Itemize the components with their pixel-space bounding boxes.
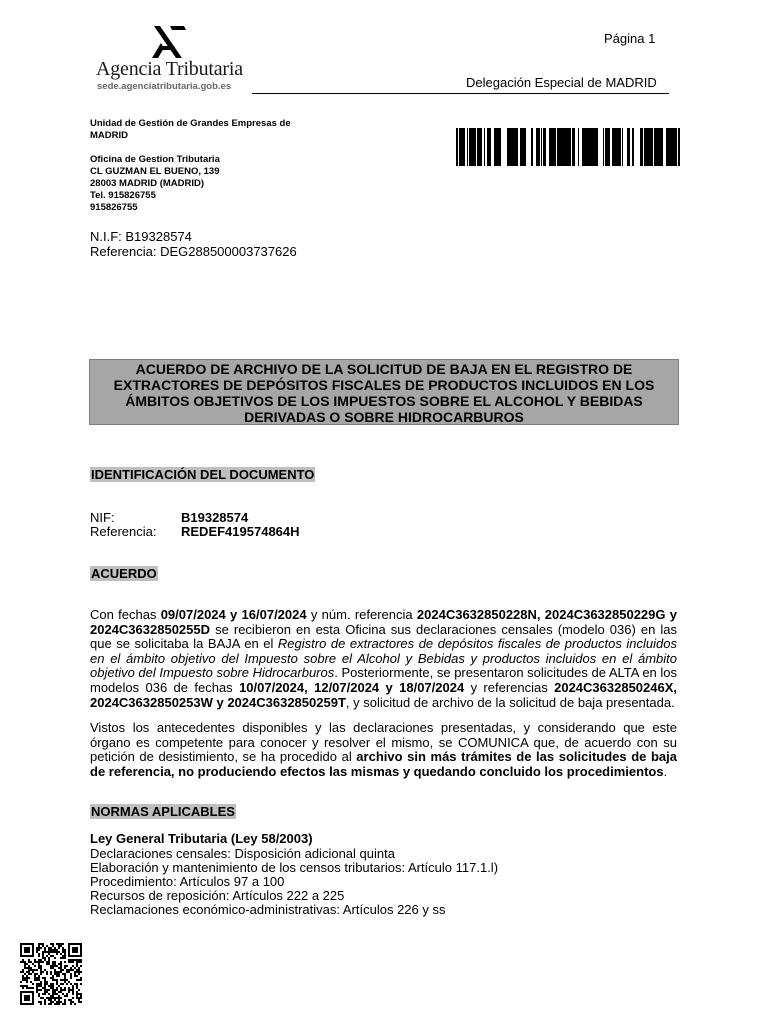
document-title-box <box>89 359 679 425</box>
qr-code-icon <box>20 943 82 1005</box>
top-nif: N.I.F: B19328574 <box>90 229 192 244</box>
identificacion-heading: IDENTIFICACIÓN DEL DOCUMENTO <box>91 467 315 482</box>
p2-decision: archivo sin más trámites de las solicitudes de baja de referencia, no produciendo efectos las mismas y quedando concluido los procedimientos <box>90 749 677 779</box>
logo-url: sede.agenciatributaria.gob.es <box>97 81 232 92</box>
nif-value: B19328574 <box>181 510 249 525</box>
p1-text: y núm. referencia <box>306 607 417 622</box>
norma-item: Reclamaciones económico-administrativas: Artículos 226 y ss <box>90 902 446 917</box>
delegacion-label: Delegación Especial de MADRID <box>466 75 657 90</box>
p1-text: , y solicitud de archivo de la solicitud de baja presentada. <box>345 694 675 710</box>
p2-text: Vistos los antecedentes disponibles y las declaraciones presentadas, y considerando que este órgano es competente para conocer y resolver el mismo, se COMUNICA que, de acuerdo con su petición de desistimiento, se ha procedido al <box>90 720 677 765</box>
unit-block <box>90 118 291 142</box>
title-line: ÁMBITOS OBJETIVOS DE LOS IMPUESTOS SOBRE EL ALCOHOL Y BEBIDAS <box>125 393 643 409</box>
office-block <box>90 154 220 214</box>
norma-item: Procedimiento: Artículos 97 a 100 <box>90 874 285 889</box>
p1-text: Con fechas <box>90 607 161 622</box>
referencia-label: Referencia: <box>90 524 157 539</box>
p1-alta-references: 2024C3632850246X, 2024C3632850253W y 2024C3632850259T <box>90 679 677 710</box>
header-divider <box>252 93 669 94</box>
norma-item: Declaraciones censales: Disposición adicional quinta <box>90 846 395 861</box>
barcode-icon <box>455 128 683 166</box>
document-title <box>96 361 672 425</box>
law-title: Ley General Tributaria (Ley 58/2003) <box>90 831 313 846</box>
title-line: DERIVADAS O SOBRE HIDROCARBUROS <box>244 409 524 425</box>
norma-item: Recursos de reposición: Artículos 222 a 225 <box>90 888 345 903</box>
page-number: Página 1 <box>604 31 656 46</box>
title-line: ACUERDO DE ARCHIVO DE LA SOLICITUD DE BAJA EN EL REGISTRO DE <box>135 361 633 377</box>
office-address2: 28003 MADRID (MADRID) <box>90 178 205 189</box>
office-phone: Tel. 915826755 <box>90 190 156 201</box>
acuerdo-paragraph-1 <box>90 608 677 710</box>
p1-registry-name: Registro de extractores de depósitos fiscales de productos incluidos en el ámbito objetivo del Impuesto sobre el Alcohol y Bebidas y productos incluidos en el ámbito objetivo del Impuesto sobre Hidrocarburos <box>90 636 677 681</box>
norma-item: Elaboración y mantenimiento de los censos tributarios: Artículo 117.1.l) <box>90 860 499 875</box>
p1-references: 2024C3632850228N, 2024C3632850229G y 2024C3632850255D <box>90 607 678 637</box>
normas-heading: NORMAS APLICABLES <box>91 804 235 819</box>
title-line: EXTRACTORES DE DEPÓSITOS FISCALES DE PRODUCTOS INCLUIDOS EN LOS <box>113 377 655 393</box>
agencia-tributaria-logo-icon <box>140 24 190 60</box>
p1-dates: 09/07/2024 y 16/07/2024 <box>160 607 307 622</box>
top-referencia: Referencia: DEG288500003737626 <box>90 244 297 259</box>
office-fax: 915826755 <box>90 202 138 213</box>
acuerdo-heading: ACUERDO <box>91 566 157 581</box>
nif-label: NIF: <box>90 510 115 525</box>
p2-text: . <box>663 763 668 779</box>
p1-text: y referencias <box>464 679 555 695</box>
p1-text: . Posteriormente, se presentaron solicitudes de ALTA en los modelos 036 de fechas <box>90 665 678 695</box>
office-name: Oficina de Gestion Tributaria <box>90 154 220 165</box>
unit-line1: Unidad de Gestión de Grandes Empresas de <box>90 118 291 129</box>
referencia-value: REDEF419574864H <box>181 524 300 539</box>
unit-line2: MADRID <box>90 130 128 141</box>
p1-alta-dates: 10/07/2024, 12/07/2024 y 18/07/2024 <box>239 679 465 695</box>
p1-text: se recibieron en esta Oficina sus declaraciones censales (modelo 036) en las que se solicitaba la BAJA en el <box>90 621 677 652</box>
logo-name: Agencia Tributaria <box>96 58 243 80</box>
office-address1: CL GUZMAN EL BUENO, 139 <box>90 166 220 177</box>
acuerdo-paragraph-2 <box>90 721 677 779</box>
